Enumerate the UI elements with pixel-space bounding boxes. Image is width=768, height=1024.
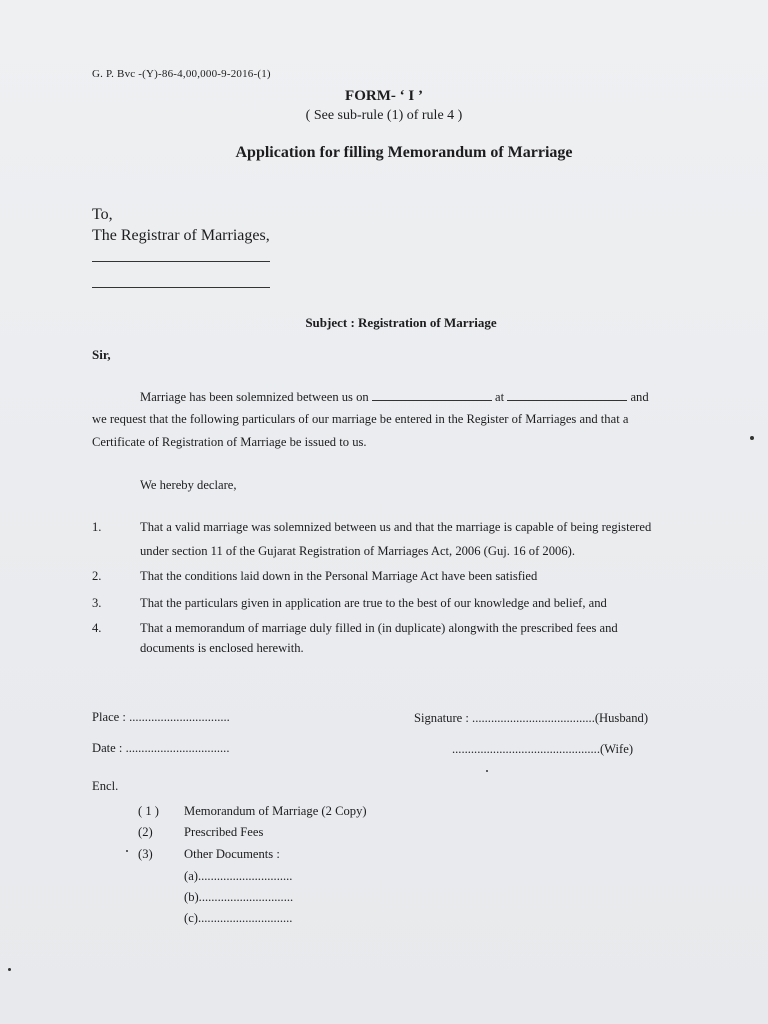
declaration-num: 1. bbox=[92, 520, 102, 534]
date-field[interactable]: Date : ................................. bbox=[92, 741, 230, 755]
declaration-text: That the conditions laid down in the Personal Marriage Act have been satisfied bbox=[140, 569, 538, 583]
enclosure-item: Other Documents : bbox=[184, 847, 280, 861]
declaration-text: That a memorandum of marriage duly filled in (in duplicate) alongwith the prescribed fees and bbox=[140, 621, 618, 635]
form-title: FORM- ‘ I ’ bbox=[345, 88, 423, 104]
request-line: we request that the following particulars of our marriage be entered in the Register of Marriages and that a bbox=[92, 412, 629, 426]
marriage-statement bbox=[140, 389, 649, 405]
address-registrar: The Registrar of Marriages, bbox=[92, 227, 270, 244]
declaration-num: 3. bbox=[92, 596, 102, 610]
marriage-date-blank[interactable] bbox=[372, 389, 492, 401]
scan-speck bbox=[126, 850, 128, 852]
statement-and: and bbox=[630, 390, 649, 404]
statement-start: Marriage has been solemnized between us on bbox=[140, 390, 369, 404]
form-subtitle: ( See sub-rule (1) of rule 4 ) bbox=[305, 108, 463, 123]
other-document-a[interactable]: (a).............................. bbox=[184, 869, 293, 883]
declaration-num: 4. bbox=[92, 621, 102, 635]
husband-signature-field[interactable]: Signature : .......................................(Husband) bbox=[414, 711, 649, 725]
enclosures-label: Encl. bbox=[92, 779, 119, 793]
marriage-place-blank[interactable] bbox=[507, 389, 627, 401]
subject-line: Subject : Registration of Marriage bbox=[305, 315, 497, 330]
enclosure-num: (2) bbox=[138, 825, 153, 839]
wife-signature-field[interactable]: ...............................................(Wife) bbox=[452, 742, 634, 756]
enclosure-num: (3) bbox=[138, 847, 153, 861]
gp-code: G. P. Bvc -(Y)-86-4,00,000-9-2016-(1) bbox=[92, 68, 271, 80]
other-document-b[interactable]: (b).............................. bbox=[184, 890, 294, 904]
other-document-c[interactable]: (c).............................. bbox=[184, 911, 293, 925]
enclosure-item: Memorandum of Marriage (2 Copy) bbox=[184, 804, 367, 818]
statement-at: at bbox=[495, 390, 505, 404]
salutation: Sir, bbox=[92, 347, 111, 362]
address-to: To, bbox=[92, 206, 113, 223]
application-title: Application for filling Memorandum of Marriage bbox=[235, 144, 573, 161]
scan-speck bbox=[8, 968, 11, 971]
declaration-text: documents is enclosed herewith. bbox=[140, 641, 304, 655]
address-line-1[interactable] bbox=[92, 261, 270, 262]
declare-heading: We hereby declare, bbox=[140, 478, 237, 492]
declaration-num: 2. bbox=[92, 569, 102, 583]
scan-speck bbox=[486, 770, 488, 772]
declaration-text: That a valid marriage was solemnized between us and that the marriage is capable of being registered bbox=[140, 520, 652, 534]
address-line-2[interactable] bbox=[92, 287, 270, 288]
declaration-text: That the particulars given in application are true to the best of our knowledge and belief, and bbox=[140, 596, 607, 610]
certificate-line: Certificate of Registration of Marriage be issued to us. bbox=[92, 435, 367, 449]
enclosure-num: ( 1 ) bbox=[138, 804, 159, 818]
enclosure-item: Prescribed Fees bbox=[184, 825, 264, 839]
place-field[interactable]: Place : ................................ bbox=[92, 710, 230, 724]
scan-speck bbox=[750, 436, 754, 440]
declaration-text: under section 11 of the Gujarat Registration of Marriages Act, 2006 (Guj. 16 of 2006). bbox=[140, 544, 575, 558]
